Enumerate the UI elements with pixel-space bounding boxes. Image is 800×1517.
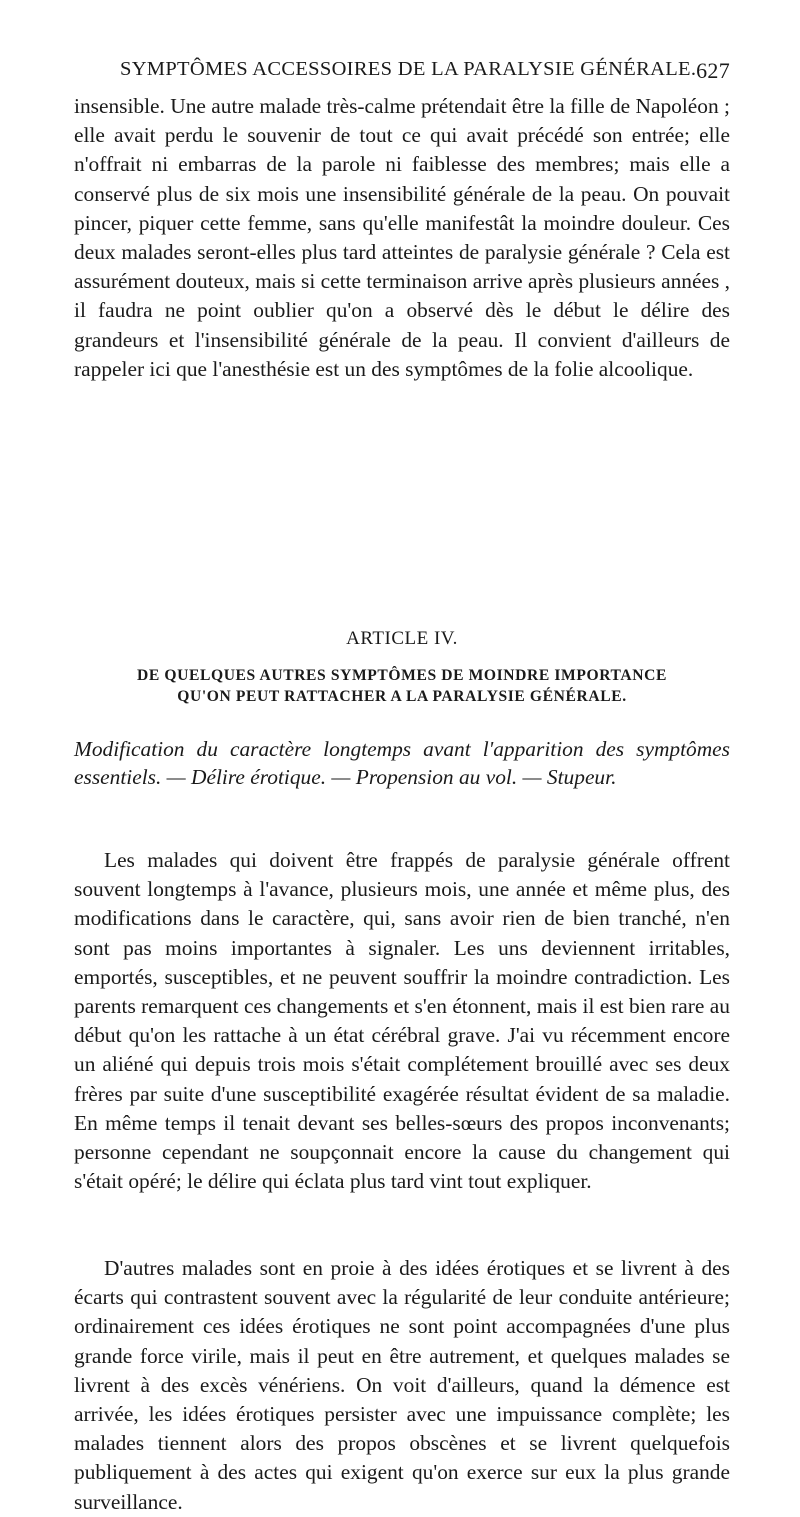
running-head (120, 58, 730, 84)
article-summary: Modification du caractère longtemps avant l'apparition des symptômes essentiels. — Délire érotique. — Propension au vol. — Stupeur. (74, 737, 730, 789)
running-title: SYMPTÔMES ACCESSOIRES DE LA PARALYSIE GÉNÉRALE. (120, 58, 697, 80)
paragraph-2: D'autres malades sont en proie à des idées érotiques et se livrent à des écarts qui contrastent souvent avec la régularité de leur conduite antérieure; ordinairement ces idées érotiques ne sont point accompagnées d'une plus grande force virile, mais il peut en être autrement, et quelques malades se livrent à des excès vénériens. On voit d'ailleurs, quand la démence est arrivée, les idées érotiques persister avec une impuissance complète; les malades tiennent alors des propos obscènes et se livrent quelquefois publiquement à des actes qui exigent qu'on exerce sur eux la plus grande surveillance. (74, 1256, 730, 1514)
continued-paragraph: insensible. Une autre malade très-calme prétendait être la fille de Napoléon ; elle avait perdu le souvenir de tout ce qui avait précédé son entrée; elle n'offrait ni embarras de la parole ni faiblesse des membres; mais elle a conservé plus de six mois une insensibilité générale de la peau. On pouvait pincer, piquer cette femme, sans qu'elle manifestât la moindre douleur. Ces deux malades seront-elles plus tard atteintes de paralysie générale ? Cela est assurément douteux, mais si cette terminaison arrive après plusieurs années , il faudra ne point oublier qu'on a observé dès le début le délire des grandeurs et l'insensibilité générale de la peau. Il convient d'ailleurs de rappeler ici que l'anesthésie est un des symptômes de la folie alcoolique. (74, 94, 730, 381)
article-subtitle-line-1: DE QUELQUES AUTRES SYMPTÔMES DE MOINDRE IMPORTANCE (137, 667, 667, 684)
article-subtitle-line-2: QU'ON PEUT RATTACHER A LA PARALYSIE GÉNÉRALE. (177, 688, 627, 705)
article-subtitle (74, 665, 730, 707)
page-number: 627 (696, 58, 730, 83)
article-heading: ARTICLE IV. (346, 628, 458, 649)
paragraph-1: Les malades qui doivent être frappés de paralysie générale offrent souvent longtemps à l'avance, plusieurs mois, une année et même plus, des modifications dans le caractère, qui, sans avoir rien de bien tranché, n'en sont pas moins importantes à signaler. Les uns deviennent irritables, emportés, susceptibles, et ne peuvent souffrir la moindre contradiction. Les parents remarquent ces changements et s'en étonnent, mais il est bien rare au début qu'on les rattache à un état cérébral grave. J'ai vu récemment encore un aliéné qui depuis trois mois s'était complétement brouillé avec ses deux frères par suite d'une susceptibilité exagérée résultat évident de sa maladie. En même temps il tenait devant ses belles-sœurs des propos inconvenants; personne cependant ne soupçonnait encore la cause du changement qui s'était opéré; le délire qui éclata plus tard vint tout expliquer. (74, 848, 730, 1194)
